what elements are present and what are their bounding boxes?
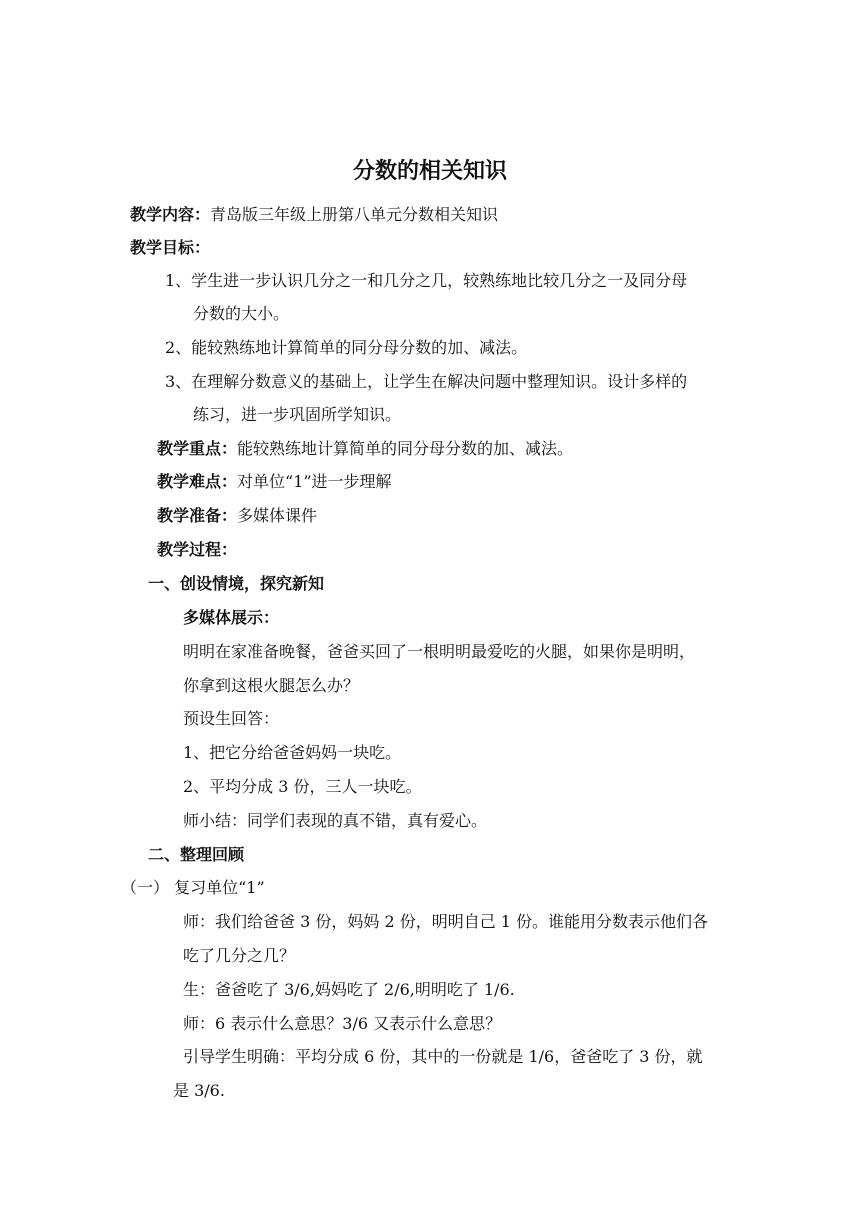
goal-3-line-1: 3、在理解分数意义的基础上，让学生在解决问题中整理知识。设计多样的 <box>165 372 688 391</box>
difficulty-line <box>157 472 392 492</box>
goal-2: 2、能较熟练地计算简单的同分母分数的加、减法。 <box>165 338 528 357</box>
preparation-text: 多媒体课件 <box>237 506 318 525</box>
difficulty-text: 对单位“1”进一步理解 <box>237 472 392 491</box>
goal-1-line-2: 分数的大小。 <box>193 304 290 323</box>
teacher-question: 师：6 表示什么意思？3/6 又表示什么意思？ <box>183 1014 502 1033</box>
answer-1: 1、把它分给爸爸妈妈一块吃。 <box>183 743 402 762</box>
student-answer: 生：爸爸吃了 3/6,妈妈吃了 2/6,明明吃了 1/6. <box>183 980 515 999</box>
key-point-line <box>157 439 573 459</box>
preset-answer-label: 预设生回答： <box>183 709 280 728</box>
difficulty-label: 教学难点： <box>157 472 238 491</box>
section-2-heading: 二、整理回顾 <box>148 845 245 864</box>
subsection-1-heading: （一） 复习单位“1” <box>121 878 265 897</box>
section-1-heading: 一、创设情境，探究新知 <box>148 574 325 593</box>
teacher-line-2: 吃了几分之几？ <box>183 946 296 965</box>
goal-1-line-1: 1、学生进一步认识几分之一和几分之几，较熟练地比较几分之一及同分母 <box>165 271 688 290</box>
preparation-label: 教学准备： <box>157 506 238 525</box>
goal-3-line-2: 练习，进一步巩固所学知识。 <box>193 405 402 424</box>
key-point-text: 能较熟练地计算简单的同分母分数的加、减法。 <box>237 439 574 458</box>
content-text: 青岛版三年级上册第八单元分数相关知识 <box>210 205 499 224</box>
content-line <box>130 205 498 225</box>
content-label: 教学内容： <box>130 205 211 224</box>
guide-line-2: 是 3/6. <box>173 1081 225 1100</box>
page-title: 分数的相关知识 <box>352 159 507 184</box>
media-label: 多媒体展示： <box>183 608 280 627</box>
story-line-1: 明明在家准备晚餐，爸爸买回了一根明明最爱吃的火腿，如果你是明明， <box>183 642 696 661</box>
goals-label: 教学目标： <box>130 238 211 257</box>
preparation-line <box>157 506 317 526</box>
answer-2: 2、平均分成 3 份，三人一块吃。 <box>183 777 422 796</box>
guide-line-1: 引导学生明确：平均分成 6 份，其中的一份就是 1/6，爸爸吃了 3 份，就 <box>183 1047 703 1066</box>
teacher-line-1: 师：我们给爸爸 3 份，妈妈 2 份，明明自己 1 份。谁能用分数表示他们各 <box>183 912 709 931</box>
key-point-label: 教学重点： <box>157 439 238 458</box>
process-label: 教学过程： <box>157 540 238 559</box>
story-line-2: 你拿到这根火腿怎么办？ <box>183 676 360 695</box>
teacher-summary: 师小结：同学们表现的真不错，真有爱心。 <box>183 811 488 830</box>
